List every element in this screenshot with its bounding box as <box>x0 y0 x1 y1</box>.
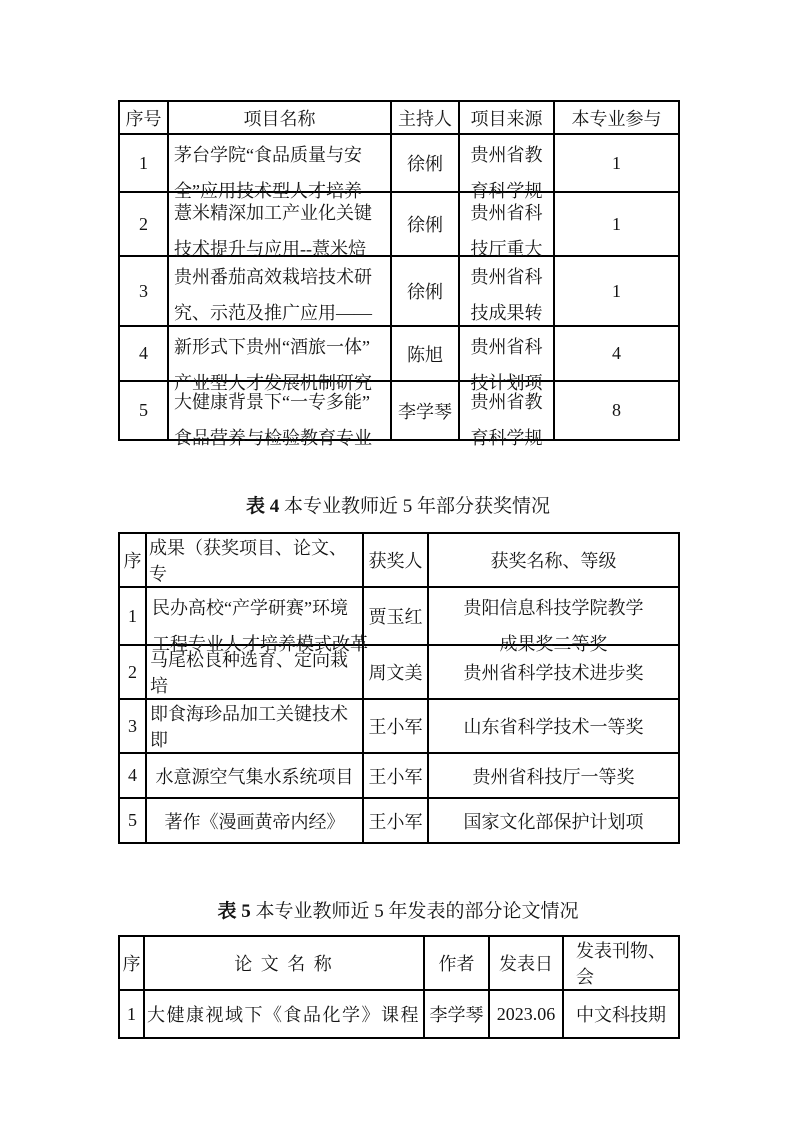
header-serial: 序 <box>119 533 146 587</box>
cell-project-name: 新形式下贵州“酒旅一体” 产业型人才发展机制研究 <box>168 326 391 381</box>
cell-awardee: 王小军 <box>363 753 428 798</box>
table-row <box>119 587 679 645</box>
projects-header-row <box>119 101 679 134</box>
cell-serial: 5 <box>119 798 146 843</box>
cell-project-name: 茅台学院“食品质量与安 全”应用技术型人才培养 <box>168 134 391 192</box>
cell-achievement: 民办高校“产学研赛”环境 工程专业人才培养模式改革 <box>146 587 363 645</box>
header-publication: 发表刊物、会 <box>563 936 679 990</box>
cell-serial: 4 <box>119 326 168 381</box>
cell-participation: 1 <box>554 192 679 256</box>
cell-host: 李学琴 <box>391 381 459 440</box>
cell-publication: 中文科技期 <box>563 990 679 1038</box>
header-project-name: 项目名称 <box>168 101 391 134</box>
table-row <box>119 990 679 1038</box>
cell-source: 贵州省科 技计划项 <box>459 326 554 381</box>
header-serial: 序号 <box>119 101 168 134</box>
cell-award-grade: 贵州省科技厅一等奖 <box>428 753 679 798</box>
header-achievement: 成果（获奖项目、论文、专 <box>146 533 363 587</box>
table-row <box>119 381 679 440</box>
header-host: 主持人 <box>391 101 459 134</box>
table4-title <box>118 491 678 518</box>
cell-serial: 3 <box>119 256 168 326</box>
cell-serial: 1 <box>119 587 146 645</box>
cell-serial: 3 <box>119 699 146 753</box>
header-paper-title: 论 文 名 称 <box>144 936 424 990</box>
cell-awardee: 王小军 <box>363 798 428 843</box>
cell-awardee: 贾玉红 <box>363 587 428 645</box>
cell-achievement: 马尾松良种选育、定向栽培 <box>146 645 363 699</box>
cell-serial: 2 <box>119 645 146 699</box>
cell-source: 贵州省科 技成果转 <box>459 256 554 326</box>
cell-author: 李学琴 <box>424 990 489 1038</box>
cell-project-name: 贵州番茄高效栽培技术研 究、示范及推广应用—— <box>168 256 391 326</box>
cell-project-name: 大健康背景下“一专多能” 食品营养与检验教育专业 <box>168 381 391 440</box>
cell-project-name: 薏米精深加工产业化关键 技术提升与应用--薏米焙 <box>168 192 391 256</box>
papers-table <box>118 935 680 1039</box>
cell-achievement: 水意源空气集水系统项目 <box>146 753 363 798</box>
table-row <box>119 256 679 326</box>
cell-source: 贵州省教 育科学规 <box>459 381 554 440</box>
cell-award-grade: 国家文化部保护计划项 <box>428 798 679 843</box>
cell-serial: 4 <box>119 753 146 798</box>
cell-host: 徐俐 <box>391 256 459 326</box>
cell-serial: 1 <box>119 134 168 192</box>
cell-achievement: 著作《漫画黄帝内经》 <box>146 798 363 843</box>
papers-header-row <box>119 936 679 990</box>
awards-header-row <box>119 533 679 587</box>
table5-title-number: 表 5 <box>217 901 251 922</box>
cell-awardee: 王小军 <box>363 699 428 753</box>
table4-title-text: 本专业教师近 5 年部分获奖情况 <box>279 496 551 517</box>
table4-title-number: 表 4 <box>245 496 280 517</box>
header-project-source: 项目来源 <box>459 101 554 134</box>
cell-source: 贵州省科 技厅重大 <box>459 192 554 256</box>
table-row <box>119 753 679 798</box>
header-participation: 本专业参与 <box>554 101 679 134</box>
table5-title <box>118 896 678 923</box>
header-publish-date: 发表日 <box>489 936 563 990</box>
cell-participation: 8 <box>554 381 679 440</box>
cell-award-grade: 贵州省科学技术进步奖 <box>428 645 679 699</box>
table-row <box>119 134 679 192</box>
table-row <box>119 326 679 381</box>
page-content <box>118 0 680 1039</box>
table5-title-text: 本专业教师近 5 年发表的部分论文情况 <box>250 901 579 922</box>
cell-participation: 1 <box>554 134 679 192</box>
cell-award-grade: 贵阳信息科技学院教学 成果奖二等奖 <box>428 587 679 645</box>
header-serial: 序 <box>119 936 144 990</box>
cell-awardee: 周文美 <box>363 645 428 699</box>
cell-paper-title: 大健康视域下《食品化学》课程 <box>144 990 424 1038</box>
cell-serial: 5 <box>119 381 168 440</box>
cell-participation: 1 <box>554 256 679 326</box>
cell-source: 贵州省教 育科学规 <box>459 134 554 192</box>
cell-award-grade: 山东省科学技术一等奖 <box>428 699 679 753</box>
cell-host: 徐俐 <box>391 134 459 192</box>
cell-publish-date: 2023.06 <box>489 990 563 1038</box>
cell-achievement: 即食海珍品加工关键技术即 <box>146 699 363 753</box>
header-award-grade: 获奖名称、等级 <box>428 533 679 587</box>
table-row <box>119 798 679 843</box>
header-awardee: 获奖人 <box>363 533 428 587</box>
cell-serial: 2 <box>119 192 168 256</box>
awards-table <box>118 532 680 844</box>
table-row <box>119 192 679 256</box>
cell-host: 陈旭 <box>391 326 459 381</box>
cell-participation: 4 <box>554 326 679 381</box>
cell-serial: 1 <box>119 990 144 1038</box>
projects-table <box>118 100 680 448</box>
cell-host: 徐俐 <box>391 192 459 256</box>
table-row <box>119 699 679 753</box>
header-author: 作者 <box>424 936 489 990</box>
